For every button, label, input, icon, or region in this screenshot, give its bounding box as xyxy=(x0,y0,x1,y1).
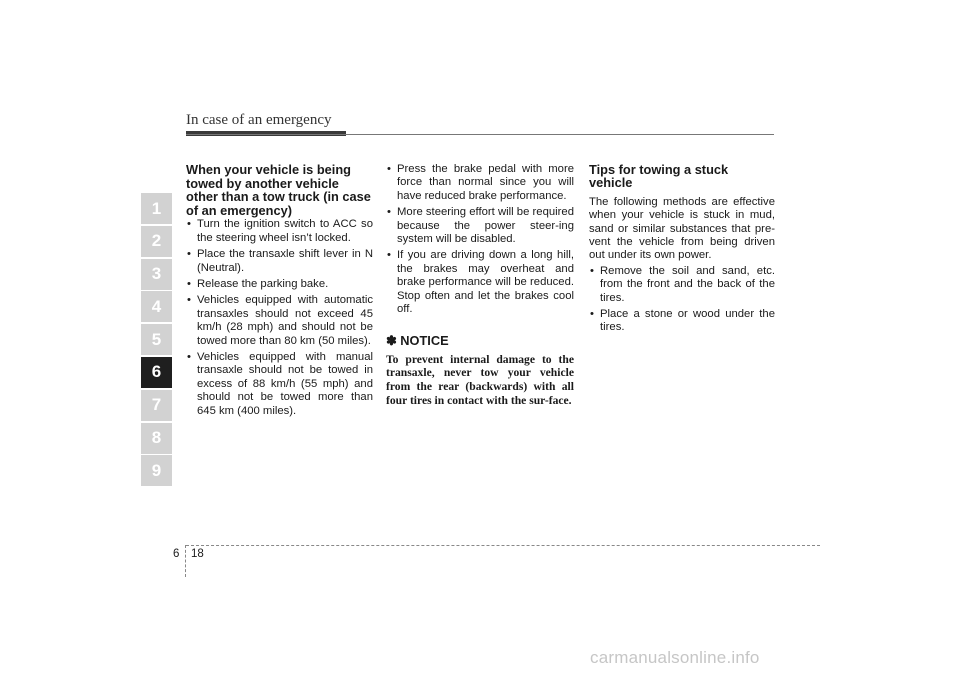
chapter-tabs xyxy=(141,193,172,488)
page-header-title: In case of an emergency xyxy=(186,112,332,128)
notice-body: To prevent internal damage to the transaxle, never tow your vehicle from the rear (backwards) with all four tires in contact with the sur-face. xyxy=(386,352,574,407)
list-item: • Press the brake pedal with more force than normal since you will have reduced brake performance. xyxy=(386,163,574,203)
list-item: • Release the parking bake. xyxy=(186,278,373,291)
list-item: • Place the transaxle shift lever in N (Neutral). xyxy=(186,248,373,275)
list-item: • More steering effort will be required because the power steer-ing system will be disabled. xyxy=(386,206,574,246)
tips-list xyxy=(589,265,775,335)
tips-intro: The following methods are effective when your vehicle is stuck in mud, sand or similar substances that pre-vent the vehicle from being driven out under its own power. xyxy=(589,195,775,262)
column-towing-by-vehicle xyxy=(186,163,373,421)
notice-title: ✽ NOTICE xyxy=(386,333,449,349)
header-rule xyxy=(186,134,774,135)
section-heading: Tips for towing a stuck vehicle xyxy=(589,162,729,191)
column-stuck-vehicle-tips xyxy=(589,163,775,338)
chapter-tab-6[interactable]: 6 xyxy=(141,357,172,388)
footer-chapter-number: 6 xyxy=(173,548,180,560)
watermark-text: carmanualsonline.info xyxy=(590,648,760,667)
column-towing-cautions xyxy=(386,163,574,407)
list-item: • Remove the soil and sand, etc. from the front and the back of the tires. xyxy=(589,265,775,305)
footer-divider xyxy=(185,545,186,577)
chapter-tab-1[interactable]: 1 xyxy=(141,193,172,224)
footer-rule xyxy=(186,545,820,546)
list-item: • Turn the ignition switch to ACC so the steering wheel isn’t locked. xyxy=(186,218,373,245)
chapter-tab-8[interactable]: 8 xyxy=(141,423,172,454)
chapter-tab-2[interactable]: 2 xyxy=(141,226,172,257)
towing-steps-list xyxy=(186,218,373,418)
footer-page-number: 18 xyxy=(191,548,204,560)
towing-cautions-list xyxy=(386,163,574,316)
chapter-tab-4[interactable]: 4 xyxy=(141,291,172,322)
chapter-tab-5[interactable]: 5 xyxy=(141,324,172,355)
list-item: • If you are driving down a long hill, the brakes may overheat and brake performance will be reduced. Stop often and let the brakes cool off. xyxy=(386,249,574,316)
list-item: • Vehicles equipped with manual transaxle should not be towed in excess of 88 km/h (55 mph) and should not be towed more than 645 km (400 miles). xyxy=(186,351,373,418)
list-item: • Vehicles equipped with automatic transaxles should not exceed 45 km/h (28 mph) and should not be towed more than 80 km (50 miles). xyxy=(186,294,373,348)
section-heading: When your vehicle is being towed by another vehicle other than a tow truck (in case of an emergency) xyxy=(186,162,371,218)
chapter-tab-9[interactable]: 9 xyxy=(141,455,172,486)
chapter-tab-3[interactable]: 3 xyxy=(141,259,172,290)
chapter-tab-7[interactable]: 7 xyxy=(141,390,172,421)
list-item: • Place a stone or wood under the tires. xyxy=(589,308,775,335)
